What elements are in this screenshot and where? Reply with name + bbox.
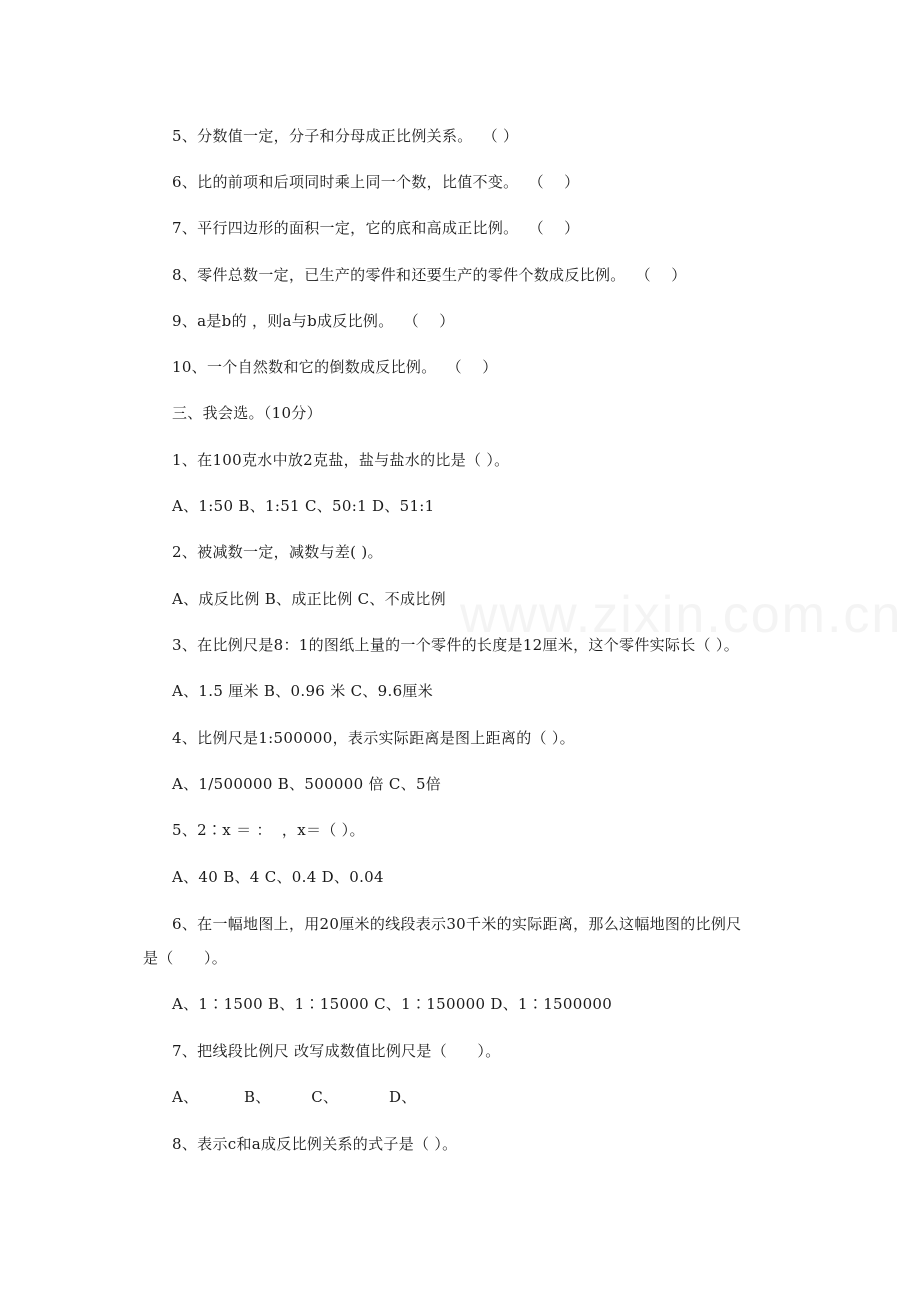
judge-item-9: 9、a是b的 ，则a与b成反比例。 （ ） (172, 312, 455, 330)
choice-question-1: 1、在100克水中放2克盐，盐与盐水的比是（ ）。 (172, 451, 510, 469)
judge-item-5: 5、分数值一定，分子和分母成正比例关系。 （ ） (172, 127, 519, 145)
choice-options-2: A、成反比例 B、成正比例 C、不成比例 (172, 590, 446, 608)
choice-question-2: 2、被减数一定，减数与差( )。 (172, 543, 383, 561)
choice-question-7: 7、把线段比例尺 改写成数值比例尺是（ ）。 (172, 1042, 501, 1060)
section-heading: 三、我会选。（10分） (172, 404, 322, 422)
judge-item-8: 8、零件总数一定，已生产的零件和还要生产的零件个数成反比例。 （ ） (172, 266, 687, 284)
watermark: www.zixin.com.cn (460, 586, 903, 644)
choice-options-4: A、1/500000 B、500000 倍 C、5倍 (172, 775, 442, 793)
choice-question-8: 8、表示c和a成反比例关系的式子是（ ）。 (172, 1135, 458, 1153)
choice-question-4: 4、比例尺是1:500000，表示实际距离是图上距离的（ ）。 (172, 729, 575, 747)
judge-item-6: 6、比的前项和后项同时乘上同一个数，比值不变。 （ ） (172, 173, 580, 191)
choice-options-3: A、1.5 厘米 B、0.96 米 C、9.6厘米 (172, 682, 434, 700)
choice-question-6-continued: 是（ ）。 (143, 949, 228, 967)
choice-options-7: A、 B、 C、 D、 (172, 1088, 417, 1106)
judge-item-10: 10、一个自然数和它的倒数成反比例。 （ ） (172, 358, 498, 376)
choice-question-5: 5、2∶x ＝ ： ，x＝（ ）。 (172, 821, 365, 839)
choice-options-1: A、1:50 B、1:51 C、50:1 D、51:1 (172, 497, 435, 515)
choice-question-6: 6、在一幅地图上，用20厘米的线段表示30千米的实际距离，那么这幅地图的比例尺 (172, 915, 742, 933)
choice-question-3: 3、在比例尺是8：1的图纸上量的一个零件的长度是12厘米，这个零件实际长（ ）。 (172, 636, 739, 654)
choice-options-6: A、1∶1500 B、1∶15000 C、1∶150000 D、1∶1500000 (172, 995, 613, 1013)
choice-options-5: A、40 B、4 C、0.4 D、0.04 (172, 868, 384, 886)
judge-item-7: 7、平行四边形的面积一定，它的底和高成正比例。 （ ） (172, 219, 580, 237)
